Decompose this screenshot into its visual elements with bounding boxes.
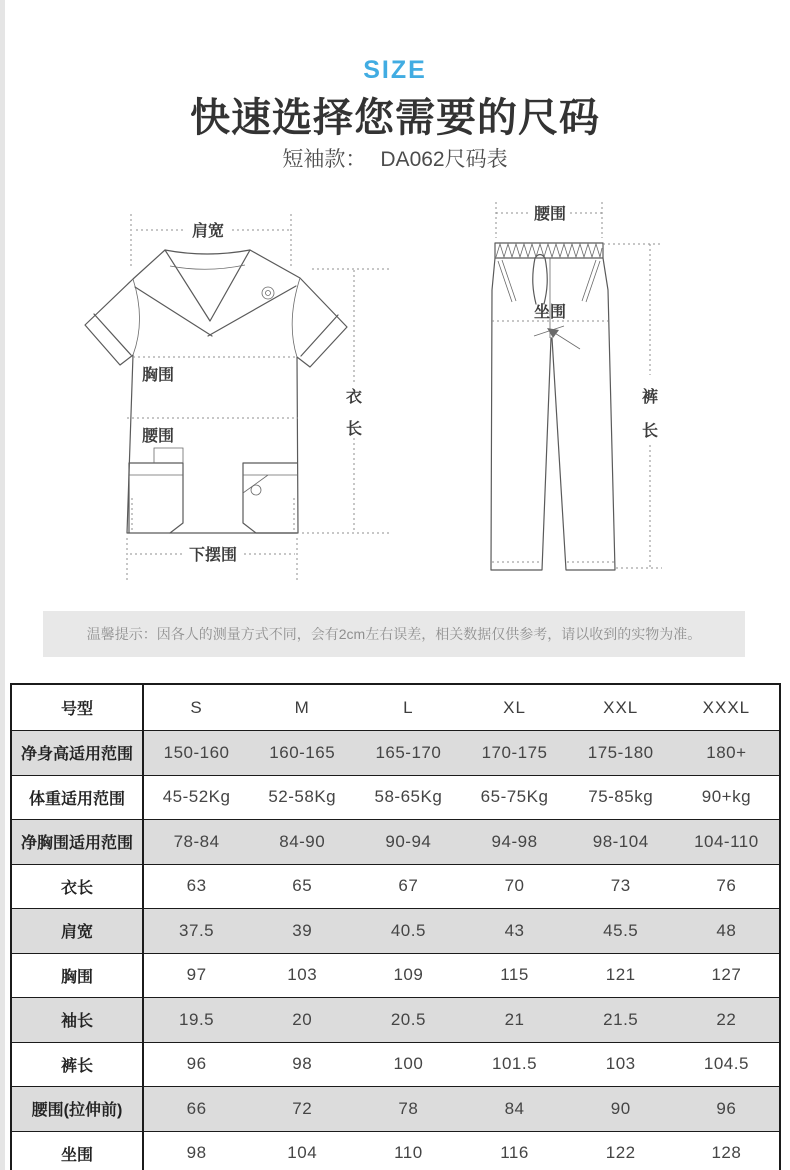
table-cell: 103 bbox=[568, 1042, 674, 1087]
table-row-pants-length bbox=[11, 1042, 780, 1087]
table-cell: 37.5 bbox=[143, 909, 249, 954]
table-cell: 180+ bbox=[674, 731, 780, 776]
table-cell: 40.5 bbox=[355, 909, 461, 954]
table-cell: 90+kg bbox=[674, 775, 780, 820]
table-cell: 52-58Kg bbox=[249, 775, 355, 820]
table-cell: 103 bbox=[249, 953, 355, 998]
shirt-chest-label: 胸围 bbox=[142, 367, 175, 384]
subtitle-style-prefix: 短袖款： bbox=[282, 148, 367, 171]
row-label: 袖长 bbox=[11, 998, 143, 1043]
size-table bbox=[10, 683, 781, 1170]
table-cell: 116 bbox=[461, 1131, 567, 1170]
table-cell: 115 bbox=[461, 953, 567, 998]
shirt-diagram bbox=[80, 190, 400, 605]
table-row-chest-range bbox=[11, 820, 780, 865]
table-cell: 98 bbox=[143, 1131, 249, 1170]
table-cell: 65-75Kg bbox=[461, 775, 567, 820]
row-label: 胸围 bbox=[11, 953, 143, 998]
table-cell: 150-160 bbox=[143, 731, 249, 776]
table-cell: 100 bbox=[355, 1042, 461, 1087]
table-row-garment-length bbox=[11, 864, 780, 909]
table-cell: 45-52Kg bbox=[143, 775, 249, 820]
pants-drawstring bbox=[533, 255, 547, 305]
size-col-l: L bbox=[403, 697, 414, 717]
table-cell: 75-85kg bbox=[568, 775, 674, 820]
table-cell: 48 bbox=[674, 909, 780, 954]
table-cell: 94-98 bbox=[461, 820, 567, 865]
table-cell: 39 bbox=[249, 909, 355, 954]
row-label: 净胸围适用范围 bbox=[11, 820, 143, 865]
table-cell: 58-65Kg bbox=[355, 775, 461, 820]
pants-diagram bbox=[430, 190, 750, 590]
table-cell: 96 bbox=[674, 1087, 780, 1132]
shirt-back-collar bbox=[170, 265, 245, 269]
table-cell: 109 bbox=[355, 953, 461, 998]
shirt-armhole-seams bbox=[133, 278, 300, 357]
measurement-diagrams bbox=[0, 190, 790, 605]
shirt-hem-label: 下摆围 bbox=[188, 547, 238, 564]
shirt-shoulder-label: 肩宽 bbox=[191, 223, 225, 240]
table-header-row bbox=[11, 684, 780, 731]
table-cell: 45.5 bbox=[568, 909, 674, 954]
table-cell: 127 bbox=[674, 953, 780, 998]
pants-length-measure-lines bbox=[603, 244, 662, 568]
table-row-sleeve-length bbox=[11, 998, 780, 1043]
table-cell: 90 bbox=[568, 1087, 674, 1132]
pants-waist-label: 腰围 bbox=[533, 206, 567, 223]
table-cell: 20.5 bbox=[355, 998, 461, 1043]
table-row-hip bbox=[11, 1131, 780, 1170]
size-col-xl: XL bbox=[503, 697, 526, 717]
shirt-left-pocket bbox=[129, 463, 183, 533]
row-label: 腰围(拉伸前) bbox=[11, 1087, 143, 1132]
table-cell: 90-94 bbox=[355, 820, 461, 865]
pants-waistband-shirring bbox=[496, 244, 602, 257]
table-cell: 98 bbox=[249, 1042, 355, 1087]
table-row-weight-range bbox=[11, 775, 780, 820]
size-col-m: M bbox=[294, 697, 310, 717]
table-cell: 128 bbox=[674, 1131, 780, 1170]
subtitle bbox=[0, 143, 790, 173]
table-cell: 20 bbox=[249, 998, 355, 1043]
shirt-logo-circle bbox=[262, 287, 274, 299]
shirt-left-pocket-detail bbox=[129, 448, 183, 475]
table-cell: 165-170 bbox=[355, 731, 461, 776]
pants-pocket-slants bbox=[498, 260, 600, 302]
table-cell: 72 bbox=[249, 1087, 355, 1132]
subtitle-model-code: DA062尺码表 bbox=[380, 148, 508, 171]
table-cell: 160-165 bbox=[249, 731, 355, 776]
pants-length-label-bottom: 长 bbox=[641, 423, 659, 440]
table-cell: 101.5 bbox=[461, 1042, 567, 1087]
table-cell: 170-175 bbox=[461, 731, 567, 776]
size-col-s: S bbox=[190, 697, 203, 717]
table-cell: 78-84 bbox=[143, 820, 249, 865]
row-label: 裤长 bbox=[11, 1042, 143, 1087]
table-cell: 104-110 bbox=[674, 820, 780, 865]
row-label: 肩宽 bbox=[11, 909, 143, 954]
row-label: 坐围 bbox=[11, 1131, 143, 1170]
notice-bar: 温馨提示：因各人的测量方式不同，会有2cm左右误差，相关数据仅供参考，请以收到的实物为准。 bbox=[43, 611, 745, 657]
table-cell: 66 bbox=[143, 1087, 249, 1132]
table-cell: 97 bbox=[143, 953, 249, 998]
shirt-length-label-bottom: 长 bbox=[345, 421, 363, 438]
table-cell: 175-180 bbox=[568, 731, 674, 776]
shirt-length-label-top: 衣 bbox=[345, 389, 363, 406]
table-row-height-range bbox=[11, 731, 780, 776]
size-label: SIZE bbox=[363, 56, 427, 84]
table-cell: 122 bbox=[568, 1131, 674, 1170]
size-col-xxxl: XXXL bbox=[702, 697, 751, 717]
shirt-pocket-logo bbox=[251, 485, 261, 495]
header-label: 号型 bbox=[11, 684, 143, 731]
table-cell: 104.5 bbox=[674, 1042, 780, 1087]
pants-length-label-top: 裤 bbox=[641, 389, 659, 406]
table-cell: 65 bbox=[249, 864, 355, 909]
table-cell: 96 bbox=[143, 1042, 249, 1087]
table-cell: 110 bbox=[355, 1131, 461, 1170]
row-label: 净身高适用范围 bbox=[11, 731, 143, 776]
table-cell: 19.5 bbox=[143, 998, 249, 1043]
pants-hip-label: 坐围 bbox=[533, 304, 567, 321]
shirt-waist-label: 腰围 bbox=[142, 428, 175, 445]
table-row-shoulder-width bbox=[11, 909, 780, 954]
shirt-logo-dot bbox=[266, 291, 271, 296]
table-cell: 21.5 bbox=[568, 998, 674, 1043]
shirt-right-pocket bbox=[243, 463, 297, 533]
table-cell: 22 bbox=[674, 998, 780, 1043]
table-cell: 76 bbox=[674, 864, 780, 909]
table-cell: 121 bbox=[568, 953, 674, 998]
table-row-chest bbox=[11, 953, 780, 998]
table-cell: 78 bbox=[355, 1087, 461, 1132]
shirt-vneck-outer bbox=[165, 250, 250, 321]
table-cell: 63 bbox=[143, 864, 249, 909]
table-cell: 21 bbox=[461, 998, 567, 1043]
table-cell: 67 bbox=[355, 864, 461, 909]
page-title: 快速选择您需要的尺码 bbox=[190, 96, 600, 140]
row-label: 体重适用范围 bbox=[11, 775, 143, 820]
table-cell: 70 bbox=[461, 864, 567, 909]
table-cell: 98-104 bbox=[568, 820, 674, 865]
table-cell: 43 bbox=[461, 909, 567, 954]
pants-pointer-arrowhead bbox=[547, 328, 559, 338]
table-cell: 73 bbox=[568, 864, 674, 909]
shirt-outline bbox=[85, 250, 347, 533]
pants-crotch-pointer bbox=[534, 326, 580, 349]
table-cell: 84 bbox=[461, 1087, 567, 1132]
table-row-waist-prestretch bbox=[11, 1087, 780, 1132]
shirt-cuff-lines bbox=[94, 314, 338, 356]
table-cell: 84-90 bbox=[249, 820, 355, 865]
table-cell: 104 bbox=[249, 1131, 355, 1170]
size-col-xxl: XXL bbox=[603, 697, 639, 717]
row-label: 衣长 bbox=[11, 864, 143, 909]
